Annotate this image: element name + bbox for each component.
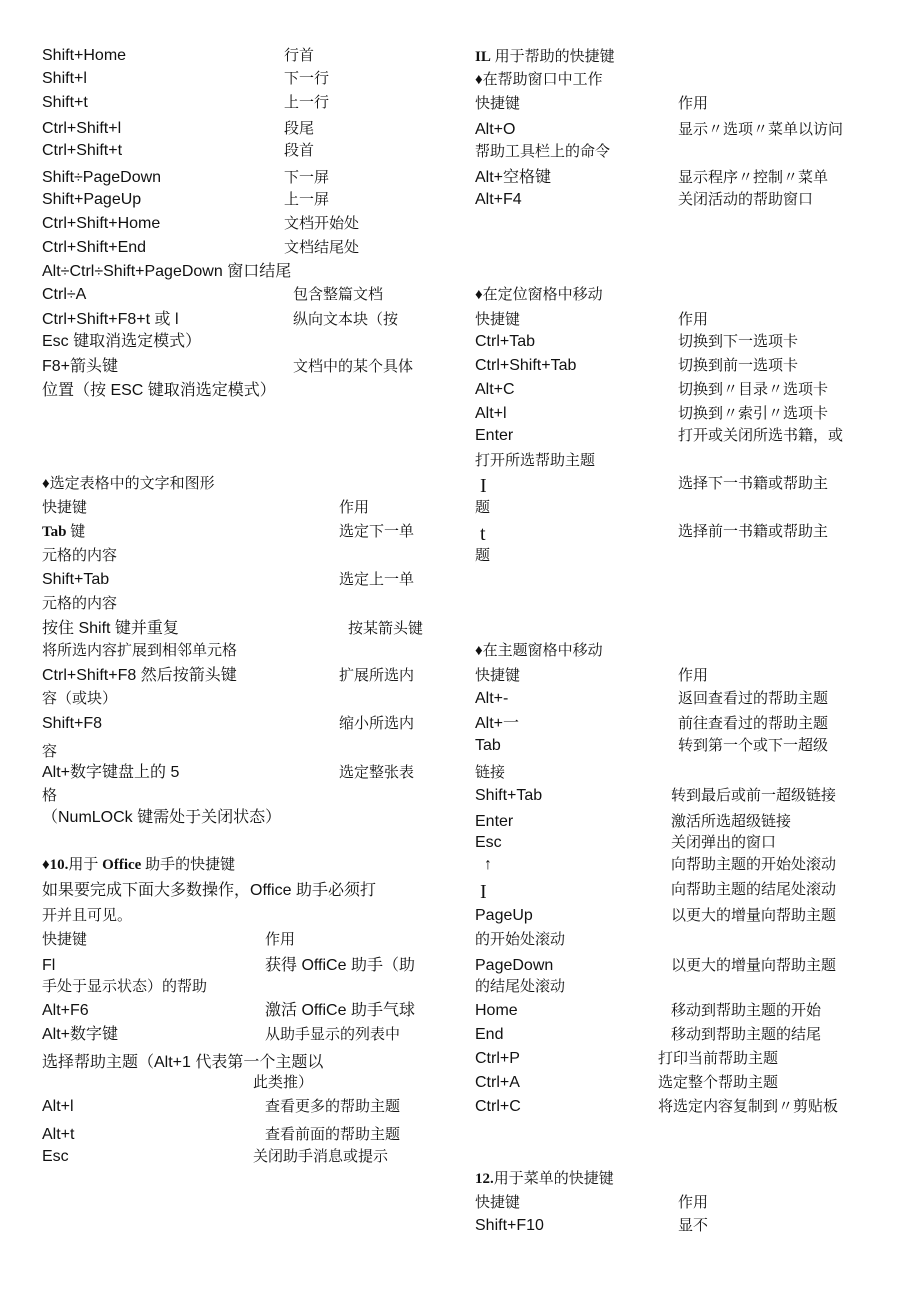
column-header-key: 快捷键 xyxy=(42,500,88,516)
shortcut-key: Alt+一 xyxy=(475,715,520,732)
shortcut-key: Tab xyxy=(475,737,501,754)
column-header-action: 作用 xyxy=(678,96,709,112)
arrow-down-key: I xyxy=(480,881,487,903)
shortcut-key: End xyxy=(475,1026,504,1043)
shortcut-key: Ctrl+C xyxy=(475,1098,521,1115)
section-number: IL xyxy=(475,49,491,65)
shortcut-action: 上一屏 xyxy=(284,192,330,208)
shortcut-action: 查看更多的帮助主题 xyxy=(265,1099,401,1115)
shortcut-action: 查看前面的帮助主题 xyxy=(265,1127,401,1143)
intro-text: 如果要完成下面大多数操作，Office 助手必须打 xyxy=(42,882,376,899)
shortcut-action: 激活所选超级链接 xyxy=(671,814,792,830)
shortcut-action: 选定整张表 xyxy=(339,765,415,781)
shortcut-key: Shift+PageUp xyxy=(42,191,142,208)
shortcut-action: 选定下一单 xyxy=(339,524,415,540)
shortcut-action: 上一行 xyxy=(284,95,330,111)
shortcut-action: 显示程序〃控制〃菜单 xyxy=(678,170,829,186)
arrow-up-key: ↑ xyxy=(484,856,492,873)
key-suffix: 键 xyxy=(66,524,86,540)
shortcut-action: 扩展所选内 xyxy=(339,668,415,684)
shortcut-continuation: 链接 xyxy=(475,765,506,781)
shortcut-key: t xyxy=(480,523,486,545)
shortcut-action: 切换到下一选项卡 xyxy=(678,334,799,350)
shortcut-action: 激活 OffiCe 助手气球 xyxy=(265,1002,415,1019)
section-subtitle: ♦在帮助窗口中工作 xyxy=(475,72,603,88)
column-header-key: 快捷键 xyxy=(475,96,521,112)
shortcut-action: 切换到前一选项卡 xyxy=(678,358,799,374)
shortcut-key: Alt+空格键 xyxy=(475,169,552,186)
column-header-key: 快捷键 xyxy=(475,668,521,684)
shortcut-action: 段尾 xyxy=(284,121,315,137)
shortcut-action: 文档开始处 xyxy=(284,216,360,232)
shortcut-action: 切换到〃索引〃选项卡 xyxy=(678,406,829,422)
shortcut-action: 获得 OffiCe 助手（助 xyxy=(265,957,415,974)
shortcut-continuation: 此类推） xyxy=(253,1075,314,1091)
shortcut-key: Shift+F10 xyxy=(475,1217,544,1234)
shortcut-key: Ctrl÷A xyxy=(42,286,87,303)
shortcut-key: Shift+F8 xyxy=(42,715,103,732)
column-header-action: 作用 xyxy=(678,1195,709,1211)
shortcut-action: 按某箭头键 xyxy=(348,621,424,637)
shortcut-key: Fl xyxy=(42,957,56,974)
shortcut-key: Alt+数字键 xyxy=(42,1026,119,1043)
shortcut-key: Ctrl+Shift+Tab xyxy=(475,357,577,374)
title-text: 用于 xyxy=(68,857,103,873)
shortcut-key: Ctrl+Shift+l xyxy=(42,120,122,137)
shortcut-key: Alt+C xyxy=(475,381,515,398)
shortcut-action: 切换到〃目录〃选项卡 xyxy=(678,382,829,398)
shortcut-key: Ctrl+Shift+F8 然后按箭头键 xyxy=(42,667,237,684)
shortcut-key: Shift÷PageDown xyxy=(42,169,162,186)
shortcut-action: 将选定内容复制到〃剪贴板 xyxy=(658,1099,839,1115)
section-title xyxy=(475,47,615,67)
shortcut-action: 选择前一书籍或帮助主 xyxy=(678,524,829,540)
shortcut-action: 以更大的增量向帮助主题 xyxy=(671,908,837,924)
title-office: Office xyxy=(102,857,142,873)
intro-text: 开并且可见。 xyxy=(42,908,133,924)
column-header-action: 作用 xyxy=(678,312,709,328)
shortcut-key: Shift+Tab xyxy=(42,571,110,588)
shortcut-action: 行首 xyxy=(284,48,315,64)
shortcut-line: Alt÷Ctrl÷Shift+PageDown 窗口结尾 xyxy=(42,263,292,280)
shortcut-continuation: 帮助工具栏上的命令 xyxy=(475,144,611,160)
shortcut-key: Esc xyxy=(42,1148,69,1165)
shortcut-action: 文档结尾处 xyxy=(284,240,360,256)
title-text: 用于帮助的快捷键 xyxy=(490,49,615,65)
shortcut-continuation: 题 xyxy=(475,548,491,564)
shortcut-action: 打印当前帮助主题 xyxy=(658,1051,779,1067)
shortcut-action: 前往查看过的帮助主题 xyxy=(678,716,829,732)
shortcut-key: Alt+F4 xyxy=(475,191,522,208)
shortcut-action: 向帮助主题的开始处滚动 xyxy=(671,857,837,873)
shortcut-key: Home xyxy=(475,1002,518,1019)
shortcut-key: Ctrl+Shift+Home xyxy=(42,215,161,232)
column-header-action: 作用 xyxy=(678,668,709,684)
shortcut-action: 选定整个帮助主题 xyxy=(658,1075,779,1091)
shortcut-key: I xyxy=(480,475,487,497)
shortcut-key: Alt+l xyxy=(42,1098,74,1115)
shortcut-action: 显示〃选项〃菜单以访问 xyxy=(678,122,844,138)
note-text: （NumLOCk 键需处于关闭状态） xyxy=(42,809,282,826)
shortcut-continuation: 将所选内容扩展到相邻单元格 xyxy=(42,643,238,659)
shortcut-key xyxy=(42,522,85,542)
shortcut-action: 移动到帮助主题的开始 xyxy=(671,1003,822,1019)
shortcut-continuation: 题 xyxy=(475,500,491,516)
section-title xyxy=(475,1169,614,1189)
section-title: ♦在主题窗格中移动 xyxy=(475,643,603,659)
shortcut-continuation: Esc 键取消选定模式） xyxy=(42,333,202,350)
shortcut-action: 打开或关闭所选书籍，或 xyxy=(678,428,844,444)
shortcut-key: Enter xyxy=(475,813,514,830)
shortcut-action: 文档中的某个具体 xyxy=(293,359,414,375)
section-title: ♦选定表格中的文字和图形 xyxy=(42,476,215,492)
shortcut-key: Shift+Home xyxy=(42,47,127,64)
shortcut-key: Ctrl+Tab xyxy=(475,333,536,350)
shortcut-action: 选定上一单 xyxy=(339,572,415,588)
shortcut-continuation: 位置（按 ESC 键取消选定模式） xyxy=(42,382,276,399)
shortcut-continuation: 元格的内容 xyxy=(42,596,118,612)
title-text: 用于菜单的快捷键 xyxy=(493,1171,614,1187)
shortcut-action: 缩小所选内 xyxy=(339,716,415,732)
shortcut-key: Alt+F6 xyxy=(42,1002,89,1019)
section-number: 12. xyxy=(475,1171,494,1187)
column-header-action: 作用 xyxy=(265,932,296,948)
shortcut-action: 下一屏 xyxy=(284,170,330,186)
shortcut-key: Ctrl+P xyxy=(475,1050,520,1067)
shortcut-action: 显不 xyxy=(678,1218,709,1234)
shortcut-key: 按住 Shift 键并重复 xyxy=(42,620,179,637)
shortcut-action: 从助手显示的列表中 xyxy=(265,1027,401,1043)
shortcut-continuation: 打开所选帮助主题 xyxy=(475,453,596,469)
shortcut-key: F8+箭头键 xyxy=(42,358,119,375)
shortcut-key: Ctrl+Shift+End xyxy=(42,239,147,256)
tab-key-label: Tab xyxy=(42,524,67,540)
shortcut-key: Alt+O xyxy=(475,121,516,138)
shortcut-action: 向帮助主题的结尾处滚动 xyxy=(671,882,837,898)
shortcut-key: Ctrl+Shift+t xyxy=(42,142,123,159)
shortcut-key: Enter xyxy=(475,427,514,444)
shortcut-key: Alt+l xyxy=(475,405,507,422)
column-header-key: 快捷键 xyxy=(42,932,88,948)
shortcut-key: Ctrl+A xyxy=(475,1074,520,1091)
section-title xyxy=(42,855,235,875)
shortcut-key: Shift+l xyxy=(42,70,87,87)
section-number: ♦10. xyxy=(42,857,69,873)
column-header-action: 作用 xyxy=(339,500,370,516)
shortcut-key: PageUp xyxy=(475,907,533,924)
shortcut-key: Alt+- xyxy=(475,690,509,707)
shortcut-action: 下一行 xyxy=(284,71,330,87)
column-header-key: 快捷键 xyxy=(475,1195,521,1211)
shortcut-action: 转到第一个或下一超级 xyxy=(678,738,829,754)
shortcut-key: Alt+数字键盘上的 5 xyxy=(42,764,180,781)
shortcut-continuation: 格 xyxy=(42,788,58,804)
shortcut-continuation: 的开始处滚动 xyxy=(475,932,566,948)
shortcut-key: Shift+Tab xyxy=(475,787,543,804)
shortcut-action: 包含整篇文档 xyxy=(293,287,384,303)
shortcut-action: 关闭活动的帮助窗口 xyxy=(678,192,814,208)
shortcut-key: Alt+t xyxy=(42,1126,75,1143)
section-title: ♦在定位窗格中移动 xyxy=(475,287,603,303)
shortcut-key: Ctrl+Shift+F8+t 或 l xyxy=(42,311,179,328)
shortcut-continuation: 手处于显示状态）的帮助 xyxy=(42,979,208,995)
shortcut-continuation: 容（或块） xyxy=(42,691,118,707)
title-text-end: 助手的快捷键 xyxy=(141,857,236,873)
shortcut-action: 选择下一书籍或帮助主 xyxy=(678,476,829,492)
shortcut-action: 转到最后或前一超级链接 xyxy=(671,788,837,804)
shortcut-key: Shift+t xyxy=(42,94,88,111)
shortcut-continuation: 容 xyxy=(42,744,58,760)
shortcut-action: 关闭弹出的窗口 xyxy=(671,835,777,851)
shortcut-continuation: 元格的内容 xyxy=(42,548,118,564)
shortcut-action: 纵向文本块（按 xyxy=(293,312,399,328)
shortcut-action: 以更大的增量向帮助主题 xyxy=(671,958,837,974)
shortcut-action: 关闭助手消息或提示 xyxy=(253,1149,389,1165)
column-header-key: 快捷键 xyxy=(475,312,521,328)
shortcut-key: Esc xyxy=(475,834,502,851)
shortcut-continuation: 选择帮助主题（Alt+1 代表第一个主题以 xyxy=(42,1054,324,1071)
shortcut-continuation: 的结尾处滚动 xyxy=(475,979,566,995)
shortcut-action: 返回查看过的帮助主题 xyxy=(678,691,829,707)
shortcut-key: PageDown xyxy=(475,957,554,974)
shortcut-action: 段首 xyxy=(284,143,315,159)
shortcut-action: 移动到帮助主题的结尾 xyxy=(671,1027,822,1043)
